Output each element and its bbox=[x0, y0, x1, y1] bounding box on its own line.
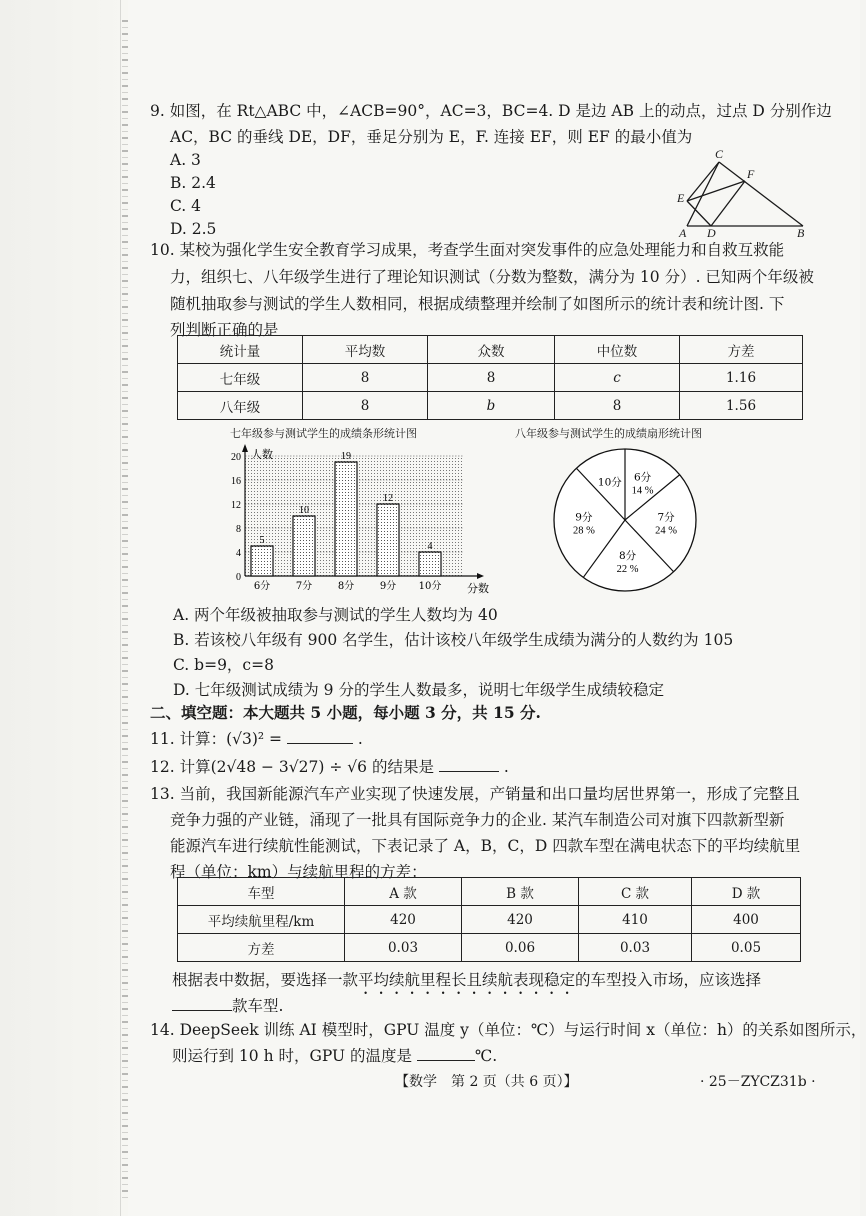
pie-chart bbox=[550, 445, 700, 595]
table-header-row bbox=[178, 878, 801, 906]
q9-label-a: A bbox=[679, 226, 687, 240]
q12-text: 12. 计算(2√48 − 3√27) ÷ √6 的结果是 bbox=[150, 758, 434, 776]
q10-option-a: A. 两个年级被抽取参与测试的学生人数均为 40 bbox=[173, 606, 498, 624]
y-axis-arrow bbox=[242, 444, 248, 452]
q14-text: 则运行到 10 h 时，GPU 的温度是 bbox=[172, 1047, 413, 1065]
table-header-cell: 车型 bbox=[178, 878, 345, 906]
q13-line4: 程（单位：km）与续航里程的方差： bbox=[170, 863, 427, 881]
x-tick-label: 8分 bbox=[337, 581, 355, 592]
q13-line1: 13. 当前，我国新能源汽车产业实现了快速发展，产销量和出口量均居世界第一，形成了完整且 bbox=[150, 785, 800, 803]
table-header-cell: C 款 bbox=[579, 878, 692, 906]
table-header-cell: 平均数 bbox=[303, 336, 428, 364]
page-footer-code: · 25－ZYCZ31b · bbox=[700, 1074, 816, 1090]
bar bbox=[251, 546, 273, 576]
pie-slice-percent: 14 % bbox=[631, 485, 654, 497]
q9-label-f: F bbox=[747, 167, 755, 181]
q13-last-text: 款车型. bbox=[232, 997, 284, 1015]
pie-slice-label: 10分 bbox=[597, 476, 622, 489]
q12-answer-blank[interactable] bbox=[439, 757, 499, 772]
table-cell: 400 bbox=[692, 906, 801, 934]
q10-line4: 列判断正确的是 bbox=[170, 321, 279, 339]
pie-slice-label: 6分 bbox=[633, 471, 652, 484]
q9-option-c: C. 4 bbox=[170, 197, 202, 215]
q10-option-d: D. 七年级测试成绩为 9 分的学生人数最多，说明七年级学生成绩较稳定 bbox=[173, 681, 664, 699]
q13-emphasis: 平均续航里程长且续航表现稳定 bbox=[358, 971, 576, 989]
table-header-cell: 统计量 bbox=[178, 336, 303, 364]
pie-slice-percent: 22 % bbox=[616, 564, 639, 576]
table-header-cell: 众数 bbox=[428, 336, 555, 364]
table-row bbox=[178, 392, 803, 420]
q11-answer-blank[interactable] bbox=[287, 729, 353, 744]
table-cell: 8 bbox=[555, 392, 680, 420]
q13-line2: 竞争力强的产业链，涌现了一批具有国际竞争力的企业. 某汽车制造公司对旗下四款新型新 bbox=[170, 811, 785, 829]
table-header-cell: B 款 bbox=[462, 878, 579, 906]
y-tick-label: 12 bbox=[231, 500, 241, 511]
q14-line1: 14. DeepSeek 训练 AI 模型时，GPU 温度 y（单位：℃）与运行时间 x（单位：h）的关系如图所示， bbox=[150, 1021, 866, 1039]
table-cell: 平均续航里程/km bbox=[178, 906, 345, 934]
table-cell: 0.03 bbox=[579, 934, 692, 962]
pie-slice-label: 8分 bbox=[618, 550, 637, 563]
q13-last bbox=[172, 996, 283, 1016]
table-cell: 八年级 bbox=[178, 392, 303, 420]
table-cell: 方差 bbox=[178, 934, 345, 962]
q13-line3: 能源汽车进行续航性能测试，下表记录了 A，B，C，D 四款车型在满电状态下的平均续航里 bbox=[170, 837, 801, 855]
q9-line2: AC，BC 的垂线 DE，DF，垂足分别为 E，F. 连接 EF，则 EF 的最小值为 bbox=[170, 128, 693, 146]
q12-end: . bbox=[503, 758, 509, 776]
q9-label-d: D bbox=[707, 226, 716, 240]
bar-data-label: 12 bbox=[383, 493, 393, 504]
table-header-cell: D 款 bbox=[692, 878, 801, 906]
q10-option-b: B. 若该校八年级有 900 名学生，估计该校八年级学生成绩为满分的人数约为 105 bbox=[173, 631, 734, 649]
q10-stats-table bbox=[177, 335, 803, 420]
table-cell: 420 bbox=[462, 906, 579, 934]
q13-range-table bbox=[177, 877, 801, 962]
table-cell: 8 bbox=[303, 392, 428, 420]
x-tick-label: 9分 bbox=[379, 581, 397, 592]
bar-data-label: 5 bbox=[259, 535, 265, 546]
y-tick-label: 4 bbox=[236, 548, 241, 559]
y-tick-label: 8 bbox=[236, 524, 241, 535]
q10-line3: 随机抽取参与测试的学生人数相同，根据成绩整理并绘制了如图所示的统计表和统计图. 下 bbox=[170, 295, 785, 313]
pie-slice-label: 7分 bbox=[657, 511, 675, 524]
q10-line1: 10. 某校为强化学生安全教育学习成果，考查学生面对突发事件的应急处理能力和自救互救能 bbox=[150, 241, 785, 259]
q13-followup-a: 根据表中数据，要选择一款 bbox=[172, 971, 359, 989]
y-tick-label: 0 bbox=[236, 572, 241, 583]
table-row bbox=[178, 906, 801, 934]
bar bbox=[335, 462, 357, 576]
q9-label-e: E bbox=[677, 191, 685, 205]
table-cell: b bbox=[428, 392, 555, 420]
table-cell: 420 bbox=[345, 906, 462, 934]
q9-option-a: A. 3 bbox=[170, 151, 201, 169]
q11-text: 11. 计算：(√3)² = bbox=[150, 730, 283, 748]
pie-chart-title: 八年级参与测试学生的成绩扇形统计图 bbox=[515, 427, 702, 440]
x-tick-label: 7分 bbox=[295, 581, 313, 592]
bar bbox=[377, 504, 399, 576]
q10-option-c: C. b=9，c=8 bbox=[173, 656, 274, 674]
q12 bbox=[150, 757, 509, 777]
q11 bbox=[150, 729, 363, 749]
table-cell: c bbox=[555, 364, 680, 392]
table-cell: 0.05 bbox=[692, 934, 801, 962]
table-cell: 0.03 bbox=[345, 934, 462, 962]
bar-data-label: 19 bbox=[341, 451, 351, 462]
bar-data-label: 4 bbox=[427, 541, 433, 552]
y-tick-label: 16 bbox=[231, 476, 241, 487]
x-tick-label: 10分 bbox=[418, 581, 442, 592]
table-cell: 1.16 bbox=[680, 364, 803, 392]
q9-label-b: B bbox=[797, 226, 805, 240]
q10-line2: 力，组织七、八年级学生进行了理论知识测试（分数为整数，满分为 10 分）. 已知两个年级被 bbox=[170, 268, 814, 286]
table-cell: 0.06 bbox=[462, 934, 579, 962]
q14-line2 bbox=[172, 1046, 497, 1066]
bar bbox=[293, 516, 315, 576]
q14-unit: ℃. bbox=[474, 1047, 498, 1065]
table-row bbox=[178, 934, 801, 962]
q9-label-c: C bbox=[715, 147, 724, 161]
table-header-row bbox=[178, 336, 803, 364]
pie-slice-percent: 24 % bbox=[655, 525, 678, 537]
q9-triangle-figure bbox=[665, 146, 815, 238]
q9-option-d: D. 2.5 bbox=[170, 220, 217, 238]
table-cell: 七年级 bbox=[178, 364, 303, 392]
q9-line1: 9. 如图，在 Rt△ABC 中，∠ACB=90°，AC=3，BC=4. D 是边 AB 上的动点，过点 D 分别作边 bbox=[150, 102, 832, 120]
q14-answer-blank[interactable] bbox=[417, 1046, 475, 1061]
x-axis-arrow bbox=[477, 573, 484, 579]
page-footer-center: 【数学 第 2 页（共 6 页）】 bbox=[395, 1074, 578, 1090]
q13-followup-b: 的车型投入市场，应该选择 bbox=[575, 971, 762, 989]
bar bbox=[419, 552, 441, 576]
q9-option-b: B. 2.4 bbox=[170, 174, 216, 192]
q13-answer-blank[interactable] bbox=[172, 996, 232, 1011]
bar-chart bbox=[215, 440, 489, 600]
table-header-cell: 方差 bbox=[680, 336, 803, 364]
table-cell: 1.56 bbox=[680, 392, 803, 420]
x-tick-label: 6分 bbox=[253, 581, 271, 592]
section-title-fill-in: 二、填空题：本大题共 5 小题，每小题 3 分，共 15 分. bbox=[150, 703, 541, 722]
y-tick-label: 20 bbox=[231, 452, 241, 463]
table-header-cell: 中位数 bbox=[555, 336, 680, 364]
bar-chart-title: 七年级参与测试学生的成绩条形统计图 bbox=[230, 427, 417, 440]
q13-followup bbox=[172, 970, 761, 998]
pie-slice-percent: 28 % bbox=[572, 525, 595, 537]
q11-end: . bbox=[357, 730, 363, 748]
bar-data-label: 10 bbox=[299, 505, 309, 516]
table-cell: 410 bbox=[579, 906, 692, 934]
table-cell: 8 bbox=[303, 364, 428, 392]
table-row bbox=[178, 364, 803, 392]
binding-edge bbox=[122, 20, 128, 1200]
pie-slice-label: 9分 bbox=[575, 511, 593, 524]
y-axis-label: 人数 bbox=[251, 448, 273, 461]
x-axis-label: 分数 bbox=[467, 582, 489, 595]
table-cell: 8 bbox=[428, 364, 555, 392]
binding-margin bbox=[0, 0, 128, 1216]
table-header-cell: A 款 bbox=[345, 878, 462, 906]
